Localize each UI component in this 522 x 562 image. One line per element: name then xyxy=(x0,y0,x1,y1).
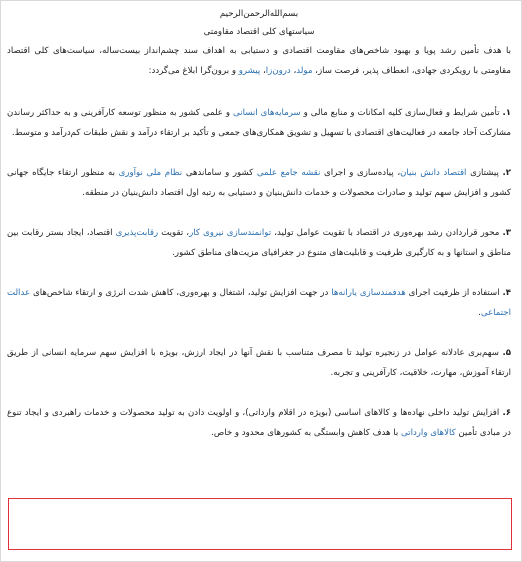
item-number: ۱. xyxy=(502,108,511,118)
page-title: سیاستهای کلی اقتصاد مقاومتی xyxy=(203,27,315,37)
link-social-justice[interactable]: عدالت اجتماعی xyxy=(7,288,511,318)
policy-item-1: ۱. تأمین شرایط و فعال‌سازی کلیه امکانات و منابع مالی و سرمایه‌های انسانی و علمی کشور به منظور توسعه کارآفرینی و به حداکثر رساندن مشارکت آحاد جامعه در فعالیت‌های اقتصادی با تسهیل و تشویق همکاری‌های جمعی و تأکید بر ارتقاء درآمد و نقش طبقات کم‌درآمد و متوسط. xyxy=(7,108,511,138)
link-workforce-empowerment[interactable]: توانمندسازی نیروی کار xyxy=(189,228,272,238)
link-darounza[interactable]: درون‌زا xyxy=(265,66,291,76)
policy-item-6: ۶. افزایش تولید داخلی نهاده‌ها و کالاهای اساسی (بویژه در اقلام وارداتی)، و اولویت دادن به تولید محصولات و خدمات راهبردی و ایجاد تنوع در مبادی تأمین کالاهای وارداتی با هدف کاهش وابستگی به کشورهای محدود و خاص. xyxy=(7,408,511,438)
link-imported-goods[interactable]: کالاهای وارداتی xyxy=(401,428,456,438)
link-innovation-system[interactable]: نظام ملی نوآوری xyxy=(118,168,183,178)
bismillah: بسم‌الله‌الرحمن‌الرحیم xyxy=(219,9,299,19)
link-knowledge-economy[interactable]: اقتصاد دانش بنیان xyxy=(400,168,467,178)
link-pishro[interactable]: پیشرو xyxy=(238,66,261,76)
intro-paragraph: با هدف تأمین رشد پویا و بهبود شاخص‌های مقاومت اقتصادی و دستیابی به اهداف سند چشم‌انداز بیست‌ساله، سیاست‌های کلی اقتصاد مقاومتی با رویکردی جهادی، انعطاف پذیر، فرصت ساز، مولد، درون‌زا، پیشرو و برون‌گرا ابلاغ می‌گردد: xyxy=(7,46,511,76)
link-science-map[interactable]: نقشه جامع علمی xyxy=(256,168,321,178)
item-number: ۴. xyxy=(502,288,512,298)
policy-item-4: ۴. استفاده از ظرفیت اجرای هدفمندسازی یارانه‌ها در جهت افزایش تولید، اشتغال و بهره‌وری، کاهش شدت انرژی و ارتقاء شاخص‌های عدالت اجتماعی. xyxy=(7,288,512,318)
policy-item-5: ۵. سهم‌بری عادلانه عوامل در زنجیره تولید تا مصرف متناسب با نقش آنها در ایجاد ارزش، بویژه با افزایش سهم سرمایه انسانی از طریق ارتقاء آموزش، مهارت، خلاقیت، کارآفرینی و تجربه. xyxy=(7,348,511,378)
document-content xyxy=(7,5,511,443)
item-number: ۲. xyxy=(502,168,511,178)
item-number: ۳. xyxy=(502,228,511,238)
link-competitiveness[interactable]: رقابت‌پذیری xyxy=(115,228,159,238)
item-number: ۵. xyxy=(502,348,511,358)
link-subsidy-targeting[interactable]: هدفمندسازی یارانه‌ها xyxy=(331,288,406,298)
policy-item-2: ۲. پیشتازی اقتصاد دانش بنیان، پیاده‌سازی و اجرای نقشه جامع علمی کشور و ساماندهی نظام ملی نوآوری به منظور ارتقاء جایگاه جهانی کشور و افزایش سهم تولید و صادرات محصولات و خدمات دانش‌بنیان و دستیابی به رتبه اول اقتصاد دانش‌بنیان در منطقه. xyxy=(7,168,511,198)
link-human-capital[interactable]: سرمایه‌های انسانی xyxy=(233,108,301,118)
item-number: ۶. xyxy=(502,408,511,418)
policy-item-3: ۳. محور قراردادن رشد بهره‌وری در اقتصاد با تقویت عوامل تولید، توانمندسازی نیروی کار، تقویت رقابت‌پذیری اقتصاد، ایجاد بستر رقابت بین مناطق و استانها و به کارگیری ظرفیت و قابلیت‌های متنوع در جغرافیای مزیت‌های مناطق کشور. xyxy=(7,228,511,258)
highlight-box xyxy=(8,498,512,550)
link-mowled[interactable]: مولد xyxy=(296,66,313,76)
